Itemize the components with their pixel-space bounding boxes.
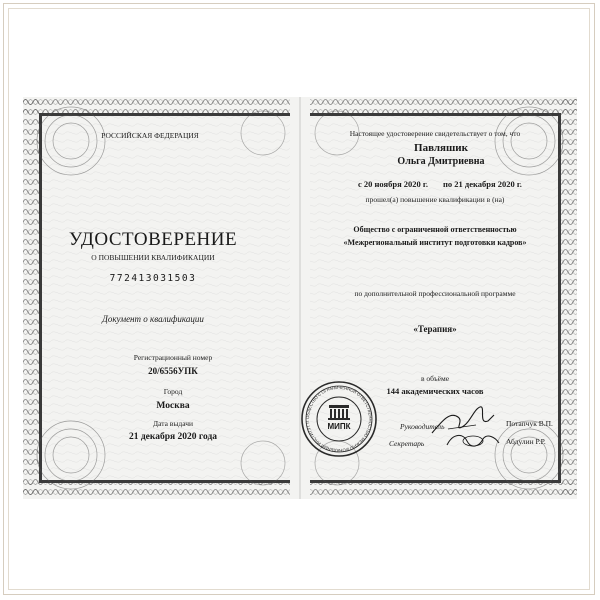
organization-line-2: «Межрегиональный институт подготовки кадров» bbox=[343, 238, 527, 247]
period-from: с 20 ноября 2020 г. bbox=[358, 179, 428, 189]
reg-number: 20/6556УПК bbox=[148, 366, 198, 376]
country-label: РОССИЙСКАЯ ФЕДЕРАЦИЯ bbox=[101, 131, 199, 140]
seal-ring-text: ОБЩЕСТВО С ОГРАНИЧЕННОЙ ОТВЕТСТВЕННОСТЬЮ МЕЖРЕГИОНАЛЬНЫЙ ИНСТИТУТ П bbox=[304, 384, 374, 454]
volume-label: в объёме bbox=[420, 374, 450, 383]
head-name: Потапчук В.П. bbox=[506, 419, 553, 428]
institute-seal bbox=[299, 379, 379, 459]
serial-number: 772413031503 bbox=[109, 273, 197, 284]
organization-line-1: Общество с ограниченной ответственностью bbox=[353, 225, 517, 234]
secretary-label: Секретарь bbox=[389, 439, 425, 448]
certificate-subtitle: О ПОВЫШЕНИИ КВАЛИФИКАЦИИ bbox=[91, 253, 215, 262]
certificate-title: УДОСТОВЕРЕНИЕ bbox=[68, 229, 238, 250]
reg-number-label: Регистрационный номер bbox=[133, 353, 213, 362]
passed-text: прошел(а) повышение квалификации в (на) bbox=[365, 195, 505, 204]
hours-value: 144 академических часов bbox=[386, 386, 484, 396]
secretary-signature bbox=[443, 429, 503, 453]
program-name: «Терапия» bbox=[413, 324, 457, 334]
program-text: по дополнительной профессиональной программе bbox=[354, 289, 516, 298]
period-to: по 21 декабря 2020 г. bbox=[443, 179, 522, 189]
recipient-given-names: Ольга Дмитриевна bbox=[397, 156, 485, 167]
document-type: Документ о квалификации bbox=[102, 314, 204, 324]
seal-center-text: МИПК bbox=[327, 422, 351, 431]
issue-date-label: Дата выдачи bbox=[152, 419, 194, 428]
intro-text: Настоящее удостоверение свидетельствует о том, что bbox=[349, 129, 521, 138]
secretary-name: Абдулин Р.Р. bbox=[506, 437, 546, 446]
city-value: Москва bbox=[156, 401, 190, 411]
certificate-document bbox=[23, 97, 577, 499]
head-label: Руководитель bbox=[400, 422, 445, 431]
city-label: Город bbox=[163, 387, 183, 396]
issue-date: 21 декабря 2020 года bbox=[128, 432, 218, 442]
recipient-surname: Павляшик bbox=[414, 142, 468, 154]
